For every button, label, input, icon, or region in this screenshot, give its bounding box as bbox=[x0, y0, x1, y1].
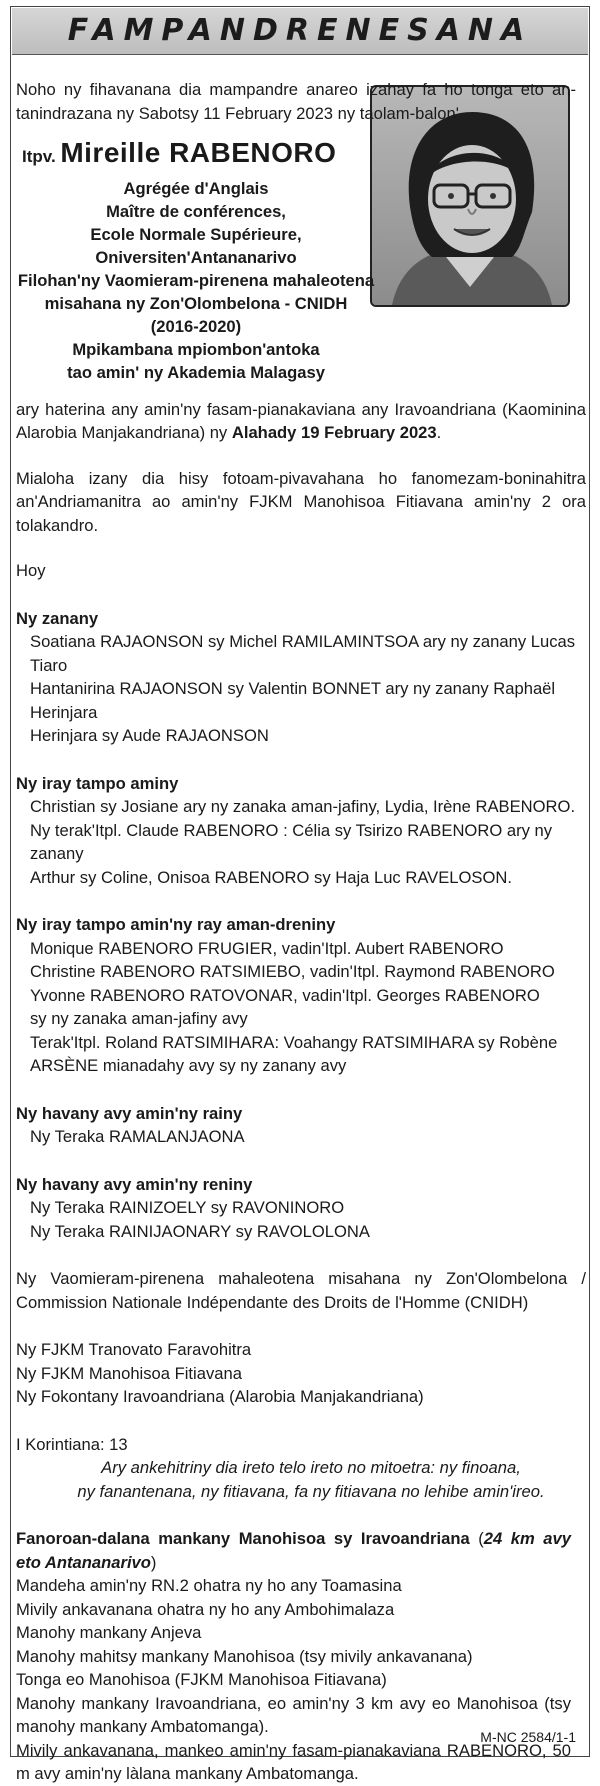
directions-paren: ( bbox=[469, 1529, 484, 1548]
credential-line: Mpikambana mpiombon'antoka bbox=[72, 339, 320, 359]
verse-line: Ary ankehitriny dia ireto telo ireto no mitoetra: ny finoana, bbox=[101, 1458, 521, 1477]
directions-distance: 24 km avy eto Antananarivo bbox=[16, 1529, 571, 1572]
credential-line: Oniversiten'Antananarivo bbox=[95, 247, 297, 267]
family-line: Yvonne RABENORO RATOVONAR, vadin'Itpl. Georges RABENORO bbox=[30, 985, 540, 1005]
family-line: sy ny zanaka aman-jafiny avy bbox=[30, 1009, 248, 1028]
family-line: Soatiana RAJAONSON sy Michel RAMILAMINTSOA ary ny zanany Lucas Tiaro bbox=[30, 632, 576, 675]
family-line: Arthur sy Coline, Onisoa RABENORO sy Haja Luc RAVELOSON. bbox=[30, 867, 512, 887]
family-heading: Ny iray tampo amin'ny ray aman-dreniny bbox=[16, 915, 336, 934]
directions-step: Manohy mankany Iravoandriana, eo amin'ny 3 km avy eo Manohisoa (tsy manohy mankany Ambatomanga). bbox=[16, 1693, 571, 1736]
credential-line: Filohan'ny Vaomieram-pirenena mahaleotena bbox=[17, 270, 375, 290]
family-line: Terak'Itpl. Roland RATSIMIHARA: Voahangy RATSIMIHARA sy Robène bbox=[30, 1032, 558, 1052]
deceased-title: Itpv. bbox=[22, 147, 56, 166]
family-line: Ny terak'Itpl. Claude RABENORO : Célia sy Tsirizo RABENORO ary ny zanany bbox=[30, 820, 553, 863]
church-item: Ny FJKM Tranovato Faravohitra bbox=[16, 1340, 252, 1359]
hoy-text: Hoy bbox=[16, 561, 46, 580]
family-heading: Ny zanany bbox=[16, 608, 99, 628]
funeral-end: . bbox=[436, 423, 442, 442]
directions-paren: ) bbox=[150, 1552, 157, 1572]
credential-line: Agrégée d'Anglais bbox=[123, 178, 269, 198]
funeral-text: ary haterina any amin'ny fasam-pianakaviana any Iravoandriana (Kaominina Alarobia Manjakandriana) ny bbox=[16, 399, 586, 442]
church-item: Ny FJKM Manohisoa Fitiavana bbox=[16, 1363, 242, 1383]
credential-line: Maître de conférences, bbox=[106, 201, 286, 221]
family-line: Christine RABENORO RATSIMIEBO, vadin'Itpl. Raymond RABENORO bbox=[30, 962, 555, 981]
service-paragraph: Mialoha izany dia hisy fotoam-pivavahana ho fanomezam-boninahitra an'Andriamanitra ao amin'ny FJKM Manohisoa Fitiavana amin'ny 2 ora tolakandro. bbox=[16, 468, 586, 535]
directions-step: Mivily ankavanana ohatra ny ho any Ambohimalaza bbox=[16, 1599, 395, 1619]
directions-step: Manohy mankany Anjeva bbox=[16, 1623, 202, 1642]
family-heading: Ny havany avy amin'ny rainy bbox=[16, 1103, 243, 1123]
church-list bbox=[16, 1338, 586, 1409]
reference-code: M-NC 2584/1-1 bbox=[480, 1728, 576, 1745]
funeral-paragraph bbox=[16, 398, 586, 445]
directions-heading-line bbox=[16, 1527, 571, 1574]
funeral-date: Alahady 19 February 2023 bbox=[231, 423, 437, 442]
church-item: Ny Fokontany Iravoandriana (Alarobia Manjakandriana) bbox=[16, 1387, 424, 1406]
deceased-name: Mireille RABENORO bbox=[60, 137, 337, 168]
family-line: Christian sy Josiane ary ny zanaka aman-jafiny, Lydia, Irène RABENORO. bbox=[30, 797, 576, 816]
family-line: Monique RABENORO FRUGIER, vadin'Itpl. Aubert RABENORO bbox=[30, 938, 504, 958]
credential-line: misahana ny Zon'Olombelona - CNIDH bbox=[44, 293, 348, 313]
family-section bbox=[16, 913, 586, 1078]
credential-line: Ecole Normale Supérieure, bbox=[90, 224, 302, 244]
family-heading: Ny havany avy amin'ny reniny bbox=[16, 1174, 253, 1194]
family-line: ARSÈNE mianadahy avy sy ny zanany avy bbox=[30, 1056, 347, 1075]
family-line: Herinjara sy Aude RAJAONSON bbox=[30, 726, 269, 745]
verse-reference: I Korintiana: 13 bbox=[16, 1434, 128, 1454]
banner-title: FAMPANDRENESANA bbox=[12, 8, 588, 55]
deceased-name-line bbox=[22, 137, 586, 169]
commission-paragraph: Ny Vaomieram-pirenena mahaleotena misahana ny Zon'Olombelona / Commission Nationale Indépendante des Droits de l'Homme (CNIDH) bbox=[16, 1269, 586, 1312]
family-line: Hantanirina RAJAONSON sy Valentin BONNET ary ny zanany Raphaël Herinjara bbox=[30, 679, 556, 722]
credential-line: (2016-2020) bbox=[150, 316, 242, 336]
family-heading: Ny iray tampo aminy bbox=[16, 773, 179, 793]
credential-line: tao amin' ny Akademia Malagasy bbox=[67, 362, 325, 382]
family-section bbox=[16, 607, 586, 748]
directions-step: Mivily ankavanana, mankeo amin'ny fasam-pianakaviana RABENORO, 50 m avy amin'ny làlana mankany Ambatomanga. bbox=[16, 1740, 571, 1783]
directions-heading: Fanoroan-dalana mankany Manohisoa sy Iravoandriana bbox=[16, 1529, 470, 1548]
family-section bbox=[16, 772, 586, 890]
directions-step: Manohy mahitsy mankany Manohisoa (tsy mivily ankavanana) bbox=[16, 1646, 473, 1666]
bible-verse bbox=[16, 1433, 586, 1504]
family-line: Ny Teraka RAINIJAONARY sy RAVOLOLONA bbox=[30, 1221, 370, 1241]
family-line: Ny Teraka RAMALANJAONA bbox=[30, 1127, 245, 1146]
intro-text: Noho ny fihavanana dia mampandre anareo izahay fa ho tonga eto an-tanindrazana ny Sabotsy 11 February 2023 ny taolam-balon' bbox=[16, 80, 576, 123]
directions-step: Tonga eo Manohisoa (FJKM Manohisoa Fitiavana) bbox=[16, 1670, 387, 1689]
obituary-content bbox=[16, 78, 586, 1786]
family-line: Ny Teraka RAINIZOELY sy RAVONINORO bbox=[30, 1198, 345, 1217]
family-section bbox=[16, 1102, 586, 1149]
family-section bbox=[16, 1173, 586, 1244]
deceased-credentials bbox=[16, 177, 376, 384]
directions-step: Mandeha amin'ny RN.2 ohatra ny ho any Toamasina bbox=[16, 1576, 402, 1595]
verse-line: ny fanantenana, ny fitiavana, fa ny fitiavana no lehibe amin'ireo. bbox=[77, 1481, 545, 1501]
